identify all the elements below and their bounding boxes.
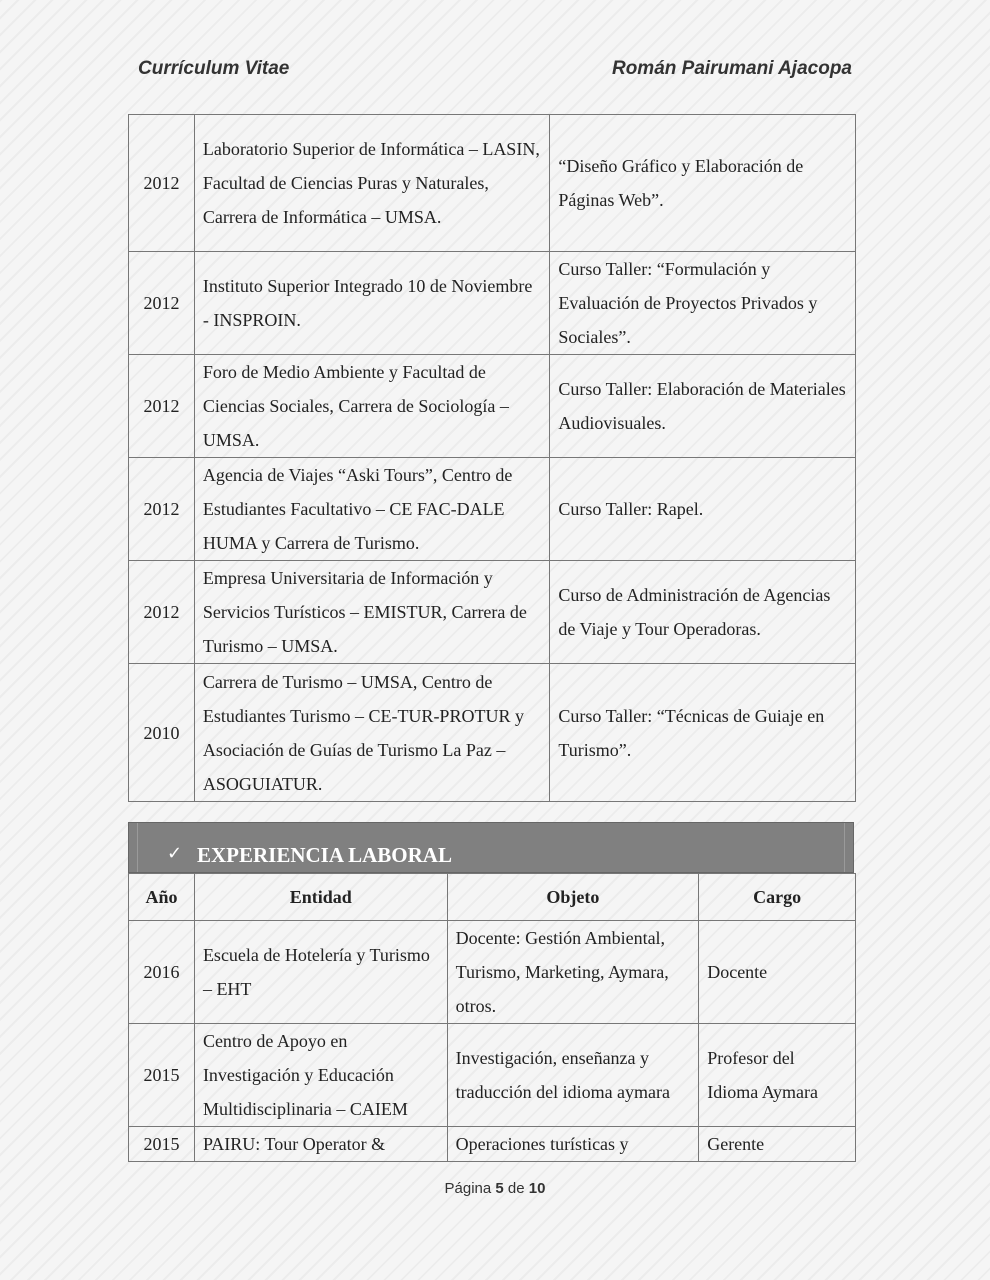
column-header-entity: Entidad [194,874,447,921]
section-title: EXPERIENCIA LABORAL [197,843,452,867]
object-cell: Operaciones turísticas y [447,1127,699,1162]
experience-table [128,873,856,1162]
table-row [129,115,856,252]
course-cell: Curso Taller: Rapel. [550,458,856,561]
column-header-role: Cargo [699,874,856,921]
column-header-year: Año [129,874,195,921]
bar-divider [137,823,138,872]
table-row [129,921,856,1024]
table-row [129,355,856,458]
year-cell: 2015 [129,1024,195,1127]
year-cell: 2012 [129,561,195,664]
entity-cell: Escuela de Hotelería y Turismo – EHT [194,921,447,1024]
entity-cell: Carrera de Turismo – UMSA, Centro de Estudiantes Turismo – CE-TUR-PROTUR y Asociación de Guías de Turismo La Paz – ASOGUIATUR. [194,664,549,802]
footer-of: de [507,1180,525,1197]
header-author-name: Román Pairumani Ajacopa [611,58,852,79]
current-page-number: 5 [495,1180,504,1197]
table-row [129,664,856,802]
course-cell: Curso Taller: “Técnicas de Guiaje en Turismo”. [550,664,856,802]
table-row [129,458,856,561]
table-row [129,252,856,355]
year-cell: 2012 [129,355,195,458]
role-cell: Profesor del Idioma Aymara [699,1024,856,1127]
entity-cell: PAIRU: Tour Operator & [194,1127,447,1162]
role-cell: Gerente [699,1127,856,1162]
course-cell: Curso de Administración de Agencias de Viaje y Tour Operadoras. [550,561,856,664]
object-cell: Investigación, enseñanza y traducción del idioma aymara [447,1024,699,1127]
course-cell: Curso Taller: “Formulación y Evaluación de Proyectos Privados y Sociales”. [550,252,856,355]
entity-cell: Agencia de Viajes “Aski Tours”, Centro de Estudiantes Facultativo – CE FAC-DALE HUMA y Carrera de Turismo. [194,458,549,561]
table-row [129,1127,856,1162]
year-cell: 2015 [129,1127,195,1162]
bar-divider [844,823,845,872]
entity-cell: Empresa Universitaria de Información y Servicios Turísticos – EMISTUR, Carrera de Turismo – UMSA. [194,561,549,664]
courses-table [128,114,856,802]
entity-cell: Laboratorio Superior de Informática – LASIN, Facultad de Ciencias Puras y Naturales, Carrera de Informática – UMSA. [194,115,549,252]
object-cell: Docente: Gestión Ambiental, Turismo, Marketing, Aymara, otros. [447,921,699,1024]
table-header-row [129,874,856,921]
header-cv-title: Currículum Vitae [138,58,290,79]
year-cell: 2012 [129,458,195,561]
table-row [129,1024,856,1127]
entity-cell: Foro de Medio Ambiente y Facultad de Ciencias Sociales, Carrera de Sociología – UMSA. [194,355,549,458]
total-pages: 10 [528,1180,546,1197]
course-cell: “Diseño Gráfico y Elaboración de Páginas Web”. [550,115,856,252]
footer-label: Página [444,1180,492,1197]
year-cell: 2016 [129,921,195,1024]
entity-cell: Centro de Apoyo en Investigación y Educación Multidisciplinaria – CAIEM [194,1024,447,1127]
year-cell: 2010 [129,664,195,802]
column-header-object: Objeto [447,874,699,921]
page-footer [0,1180,990,1197]
course-cell: Curso Taller: Elaboración de Materiales Audiovisuales. [550,355,856,458]
year-cell: 2012 [129,252,195,355]
section-header-experiencia [128,822,854,873]
checkmark-icon: ✓ [167,843,183,864]
table-row [129,561,856,664]
role-cell: Docente [699,921,856,1024]
year-cell: 2012 [129,115,195,252]
entity-cell: Instituto Superior Integrado 10 de Noviembre - INSPROIN. [194,252,549,355]
